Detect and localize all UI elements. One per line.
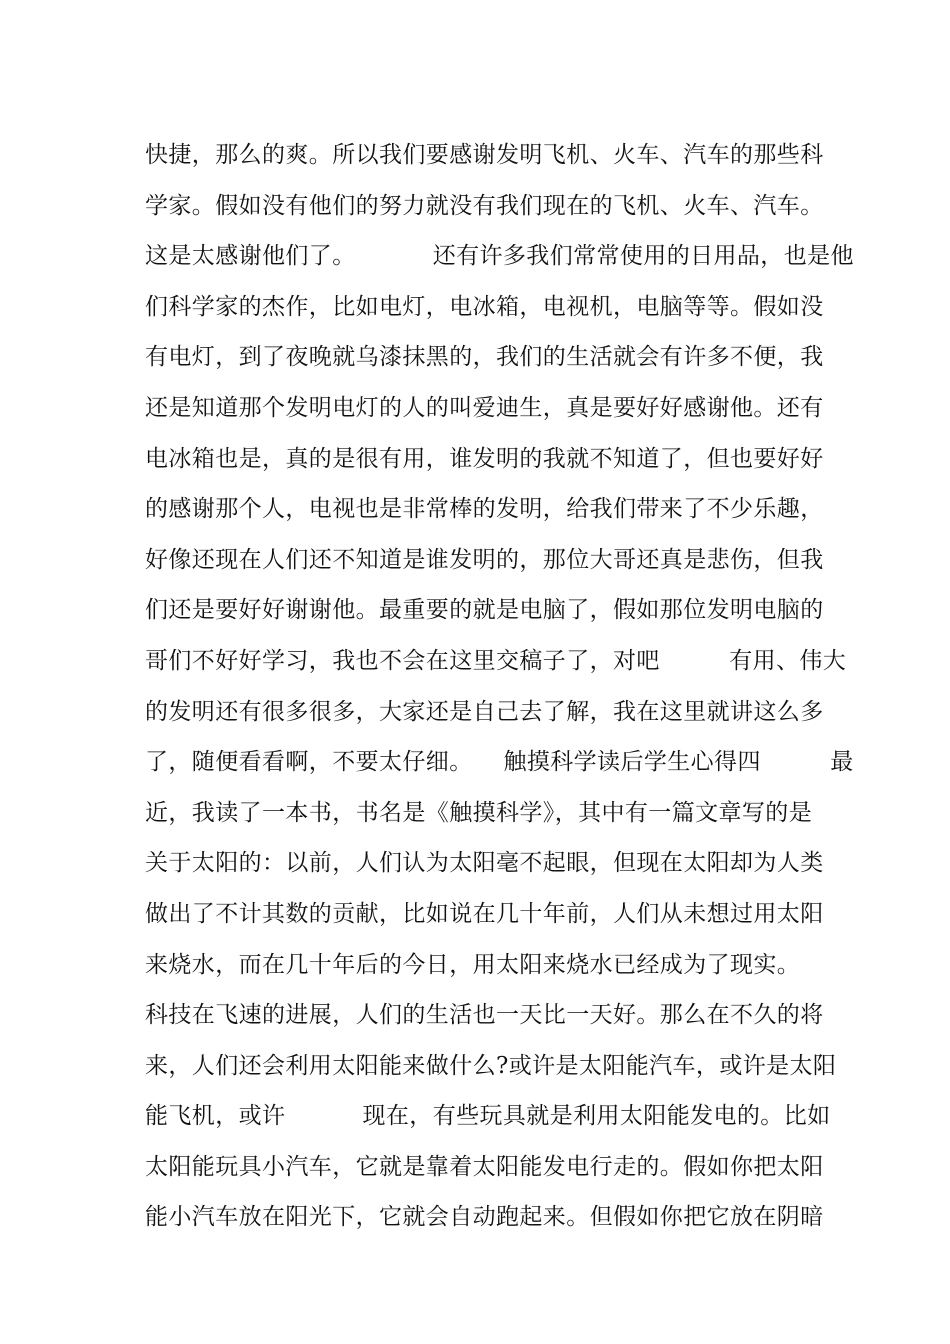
text-line: 电冰箱也是，真的是很有用，谁发明的我就不知道了，但也要好好	[145, 445, 824, 472]
text-line: 的发明还有很多很多，大家还是自己去了解，我在这里就讲这么多	[145, 698, 824, 725]
text-line: 关于太阳的：以前，人们认为太阳毫不起眼，但现在太阳却为人类	[145, 850, 824, 877]
text-line: 能飞机，或许 现在，有些玩具就是利用太阳能发电的。比如	[145, 1103, 831, 1130]
text-line: 们科学家的杰作，比如电灯，电冰箱，电视机，电脑等等。假如没	[145, 293, 824, 320]
text-line: 有电灯，到了夜晚就乌漆抹黑的，我们的生活就会有许多不便，我	[145, 344, 824, 371]
text-line: 快捷，那么的爽。所以我们要感谢发明飞机、火车、汽车的那些科	[145, 142, 824, 168]
text-line: 太阳能玩具小汽车，它就是靠着太阳能发电行走的。假如你把太阳	[145, 1153, 824, 1180]
text-line: 能小汽车放在阳光下，它就会自动跑起来。但假如你把它放在阴暗	[145, 1204, 824, 1231]
text-line: 的感谢那个人，电视也是非常棒的发明，给我们带来了不少乐趣，	[145, 496, 824, 523]
text-line: 好像还现在人们还不知道是谁发明的，那位大哥还真是悲伤，但我	[145, 546, 824, 573]
text-line: 来烧水，而在几十年后的今日，用太阳来烧水已经成为了现实。	[145, 951, 801, 978]
text-line: 哥们不好好学习，我也不会在这里交稿子了，对吧 有用、伟大	[145, 647, 847, 674]
text-line: 学家。假如没有他们的努力就没有我们现在的飞机、火车、汽车。	[145, 192, 824, 219]
text-line: 们还是要好好谢谢他。最重要的就是电脑了，假如那位发明电脑的	[145, 597, 824, 624]
text-line: 了，随便看看啊，不要太仔细。 触摸科学读后学生心得四 最	[145, 749, 854, 776]
text-line: 来，人们还会利用太阳能来做什么?或许是太阳能汽车，或许是太阳	[145, 1052, 837, 1079]
body-text	[145, 130, 854, 1243]
text-line: 做出了不计其数的贡献，比如说在几十年前，人们从未想过用太阳	[145, 900, 824, 927]
text-line: 这是太感谢他们了。 还有许多我们常常使用的日用品，也是他	[145, 243, 854, 270]
text-line: 近，我读了一本书，书名是《触摸科学》，其中有一篇文章写的是	[145, 799, 813, 826]
text-line: 科技在飞速的进展，人们的生活也一天比一天好。那么在不久的将	[145, 1002, 824, 1029]
text-line: 还是知道那个发明电灯的人的叫爱迪生，真是要好好感谢他。还有	[145, 394, 824, 421]
